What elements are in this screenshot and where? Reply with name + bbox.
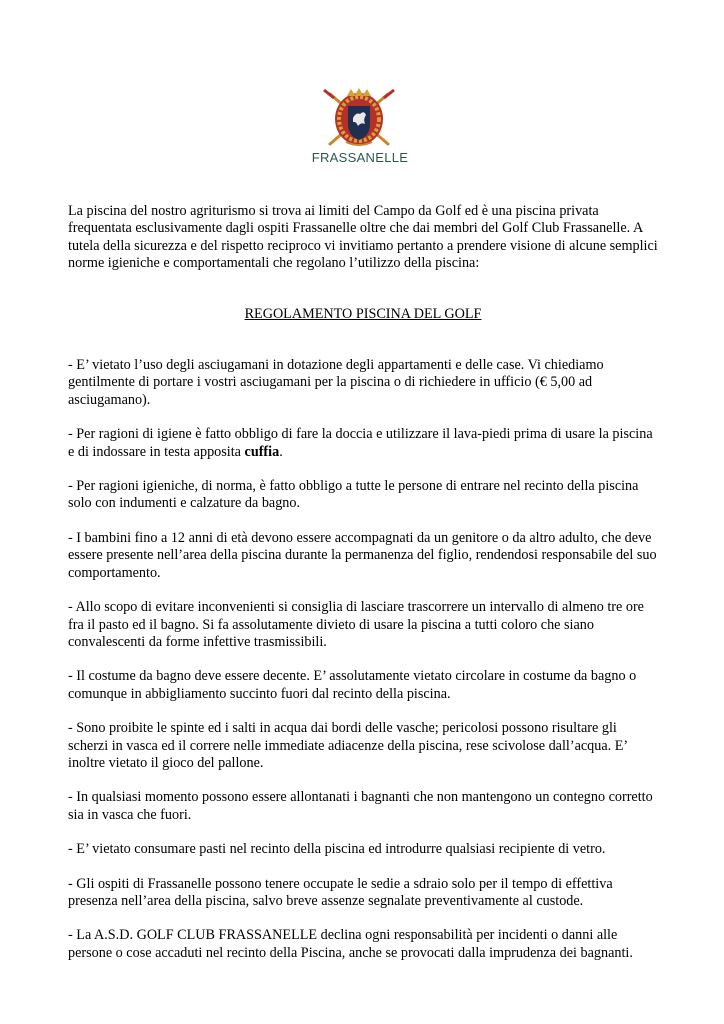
rule-text: - La A.S.D. GOLF CLUB FRASSANELLE declina ogni responsabilità per incidenti o danni alle persone o cose accaduti nel recinto della Piscina, anche se provocati dalla imprudenza dei bagnanti.	[68, 927, 633, 961]
rule-text: - E’ vietato consumare pasti nel recinto della piscina ed introdurre qualsiasi recipiente di vetro.	[68, 841, 606, 858]
rule-text: - Il costume da bagno deve essere decente. E’ assolutamente vietato circolare in costume da bagno o comunque in abbigliamento succinto fuori dal recinto della piscina.	[68, 668, 637, 702]
rule-item	[68, 426, 658, 461]
rule-item	[68, 599, 658, 651]
rule-text: - E’ vietato l’uso degli asciugamani in dotazione degli appartamenti e delle case. Vi chiediamo gentilmente di portare i vostri asciugamani per la piscina o di richiedere in ufficio (€ 5,00 ad asciugamano).	[68, 357, 604, 408]
rule-text: - I bambini fino a 12 anni di età devono essere accompagnati da un genitore o da altro adulto, che deve essere presente nell’area della piscina durante la permanenza del figlio, rendendosi responsabile del suo comportamento.	[68, 529, 657, 581]
rule-item	[68, 668, 658, 703]
document-body	[68, 203, 658, 979]
rule-item	[68, 720, 658, 772]
rule-text: - In qualsiasi momento possono essere allontanati i bagnanti che non mantengono un contegno corretto sia in vasca che fuori.	[68, 789, 653, 823]
rule-text: - Sono proibite le spinte ed i salti in acqua dai bordi delle vasche; pericolosi possono risultare gli scherzi in vasca ed il correre nelle immediate adiacenze della piscina, rese scivolose dall’acqua. E’ inoltre vietato il gioco del pallone.	[68, 720, 628, 771]
rule-text-end: .	[279, 443, 283, 460]
rule-item	[68, 530, 658, 582]
logo-wordmark: FRASSANELLE	[311, 150, 409, 165]
rule-bold-text: cuffia	[244, 443, 280, 460]
rule-text: - Per ragioni igieniche, di norma, è fatto obbligo a tutte le persone di entrare nel recinto della piscina solo con indumenti e calzature da bagno.	[68, 478, 639, 512]
rule-item	[68, 927, 658, 962]
rule-item	[68, 789, 658, 824]
rules-list	[68, 357, 658, 962]
rule-item	[68, 357, 658, 409]
rule-item	[68, 478, 658, 513]
crest-icon	[310, 86, 408, 150]
rule-text: - Per ragioni di igiene è fatto obbligo di fare la doccia e utilizzare il lava-piedi prima di usare la piscina e di indossare in testa apposita	[68, 426, 653, 460]
rule-text: - Gli ospiti di Frassanelle possono tenere occupate le sedie a sdraio solo per il tempo di effettiva presenza nell’area della piscina, salvo breve assenze segnalate preventivamente al custode.	[68, 875, 613, 909]
rule-item	[68, 876, 658, 911]
document-title: REGOLAMENTO PISCINA DEL GOLF	[244, 305, 482, 322]
intro-paragraph: La piscina del nostro agriturismo si trova ai limiti del Campo da Golf ed è una piscina privata frequentata esclusivamente dagli ospiti Frassanelle oltre che dai membri del Golf Club Frassanelle. A tutela della sicurezza e del rispetto reciproco vi invitiamo pertanto a prendere visione di alcune semplici norme igieniche e comportamentali che regolano l’utilizzo della piscina:	[68, 203, 658, 272]
rule-text: - Allo scopo di evitare inconvenienti si consiglia di lasciare trascorrere un intervallo di almeno tre ore fra il pasto ed il bagno. Si fa assolutamente divieto di usare la piscina a tutti coloro che siano convalescenti da forme infettive trasmissibili.	[68, 599, 644, 650]
rule-item	[68, 841, 658, 858]
